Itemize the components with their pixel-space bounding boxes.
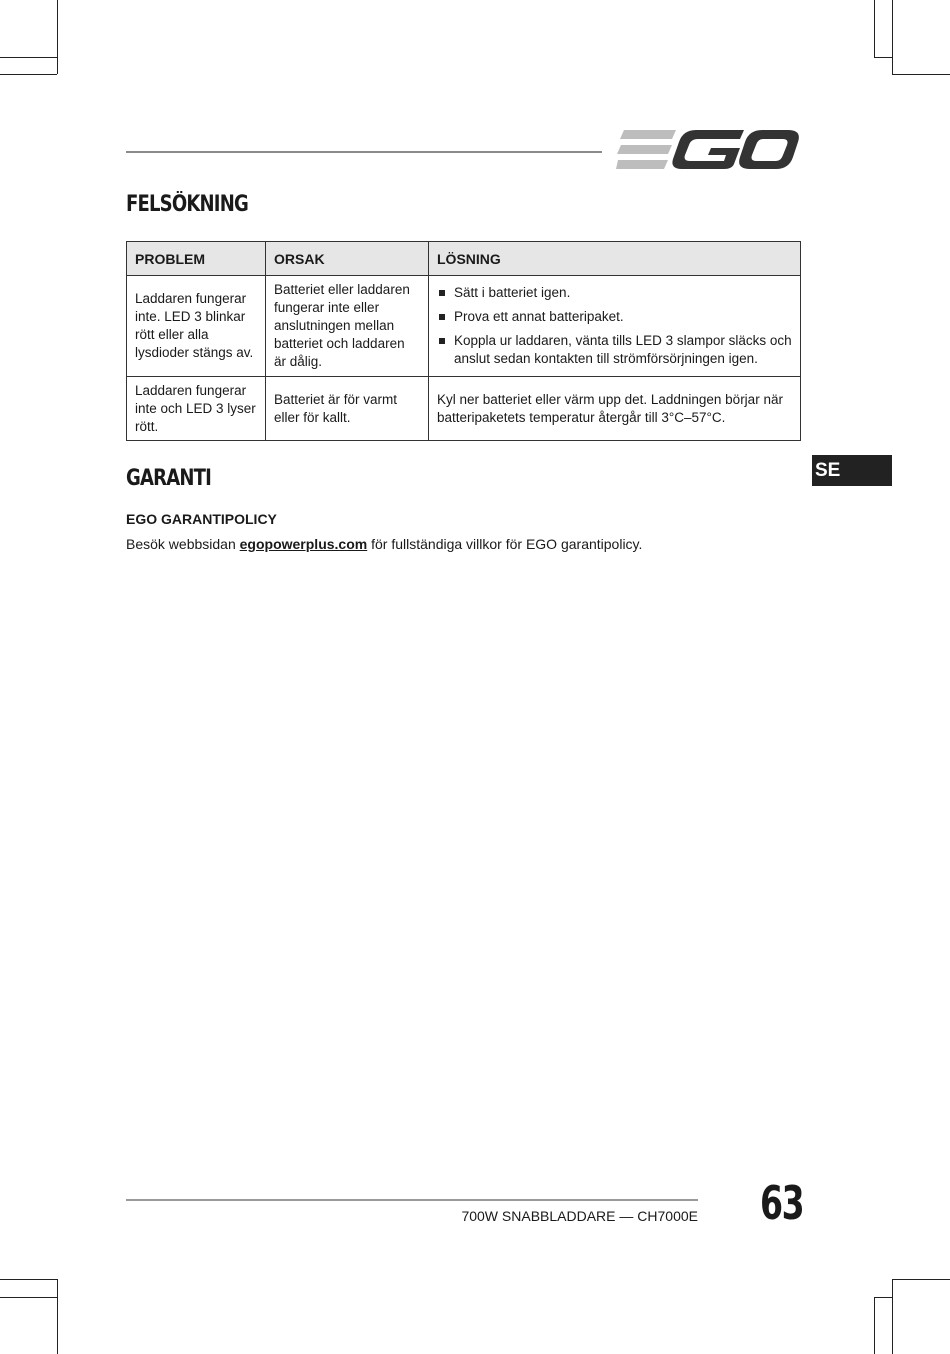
solution-text: Sätt i batteriet igen. [454,285,571,300]
square-bullet-icon [439,338,445,344]
language-tab: SE [812,455,892,486]
crop-mark [0,57,57,58]
crop-mark [892,74,950,75]
troubleshooting-table [126,241,801,441]
solution-cell [429,276,801,377]
warranty-title: GARANTI [126,466,211,491]
page-number: 63 [760,1176,804,1230]
warranty-subheading: EGO GARANTIPOLICY [126,511,277,527]
ego-logo [616,128,800,172]
header-solution: LÖSNING [429,242,801,276]
problem-cell: Laddaren fungerar inte och LED 3 lyser rött. [127,377,266,441]
crop-mark [57,0,58,74]
crop-mark [0,74,57,75]
header-rule [126,151,602,153]
table-row [127,276,801,377]
cause-cell: Batteriet eller laddaren fungerar inte eller anslutningen mellan batteriet och laddaren är dålig. [266,276,429,377]
paragraph-text: för fullständiga villkor för EGO garantipolicy. [367,536,643,552]
crop-mark [892,1279,950,1280]
crop-mark [0,1279,57,1280]
crop-mark [0,1297,57,1298]
crop-mark [57,1279,58,1354]
troubleshooting-title: FELSÖKNING [126,192,248,217]
footer-rule [126,1199,698,1201]
list-item [437,308,792,326]
website-link[interactable]: egopowerplus.com [239,536,368,552]
header-cause: ORSAK [266,242,429,276]
solution-text: Prova ett annat batteripaket. [454,309,624,324]
table-header-row [127,242,801,276]
square-bullet-icon [439,314,445,320]
crop-mark [874,1297,875,1354]
solution-cell: Kyl ner batteriet eller värm upp det. Laddningen börjar när batteripaketets temperatur återgår till 3°C–57°C. [429,377,801,441]
crop-mark [874,1297,892,1298]
crop-mark [874,0,875,57]
cause-cell: Batteriet är för varmt eller för kallt. [266,377,429,441]
header-problem: PROBLEM [127,242,266,276]
footer-product: 700W SNABBLADDARE — CH7000E [461,1208,698,1224]
solution-text: Koppla ur laddaren, vänta tills LED 3 slampor släcks och anslut sedan kontakten till strömförsörjningen igen. [454,333,792,366]
solution-list [437,284,792,368]
crop-mark [892,0,893,74]
crop-mark [892,1279,893,1354]
list-item [437,332,792,368]
square-bullet-icon [439,290,445,296]
problem-cell: Laddaren fungerar inte. LED 3 blinkar rött eller alla lysdioder stängs av. [127,276,266,377]
paragraph-text: Besök webbsidan [126,536,240,552]
crop-mark [874,57,892,58]
warranty-paragraph [126,536,642,552]
table-row [127,377,801,441]
list-item [437,284,792,302]
